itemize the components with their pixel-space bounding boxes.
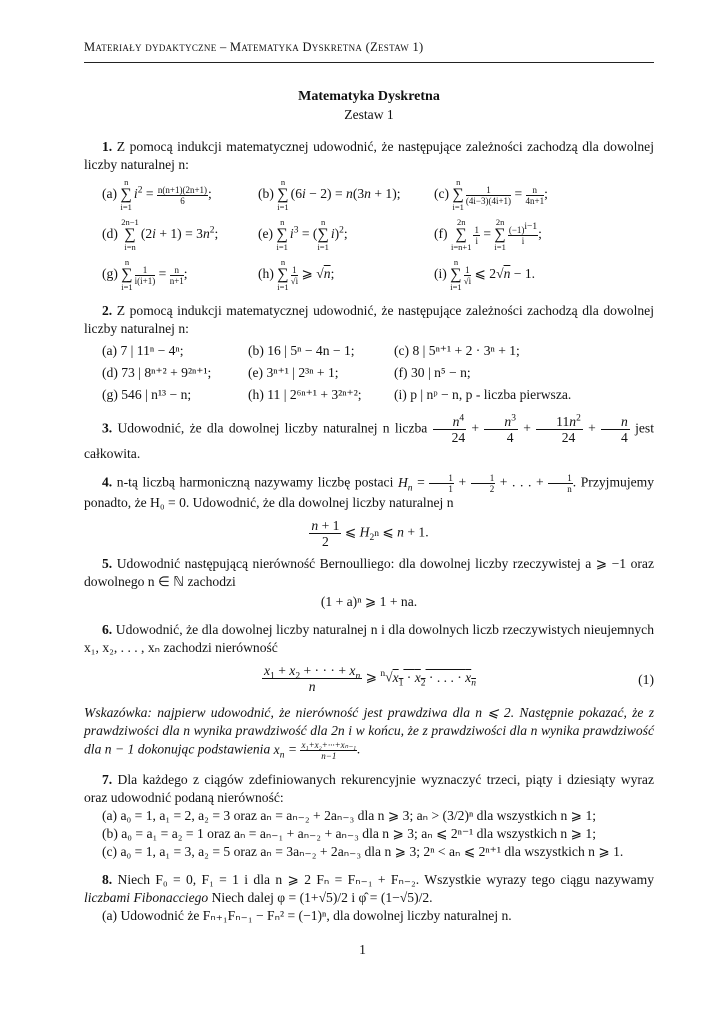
problem-6-number: 6.	[102, 622, 113, 637]
problem-3: 3. Udowodnić, że dla dowolnej liczby naturalnej n liczba $\frac{n^4}{24}$ + $\frac{n^3}{4}$ + $\frac{11n^2}{24}$ + $\frac{n}{4}$ jest całkowita.	[84, 413, 655, 461]
p7-item-a: (a) a₀ = 1, a₁ = 2, a₂ = 3 oraz aₙ = aₙ₋₂ + 2aₙ₋₃ dla n ⩾ 3; aₙ > (3/2)ⁿ dla wszystkich n ⩾ 1;	[102, 808, 597, 823]
problem-8	[84, 871, 654, 907]
p2-item-d: (d) 73 | 8ⁿ⁺² + 9²ⁿ⁺¹;	[102, 365, 212, 380]
p1-item-b: (b) n ∑ i=1 (6i − 2) = n(3n + 1);	[258, 177, 401, 212]
problem-8-text: Niech F₀ = 0, F₁ = 1 i dla n ⩾ 2 Fₙ = Fₙ₋₁ + Fₙ₋₂. Wszystkie wyrazy tego ciągu nazywamy	[117, 872, 654, 887]
p2-item-b: (b) 16 | 5ⁿ − 4n − 1;	[248, 343, 355, 358]
problem-4-formula: $\frac{n + 1}{2}$ ⩽ $H_{2^n}$ ⩽ n + 1.	[311, 518, 429, 549]
p7-item-c: (c) a₀ = 1, a₁ = 3, a₂ = 5 oraz aₙ = 3aₙ₋₂ + 2aₙ₋₃ dla n ⩾ 3; 2ⁿ < aₙ ⩽ 2ⁿ⁺¹ dla wszystkich n ⩾ 1.	[102, 844, 624, 859]
p8-item-a: (a) Udowodnić że Fₙ₊₁Fₙ₋₁ − Fₙ² = (−1)ⁿ, dla dowolnej liczby naturalnej n.	[102, 908, 512, 923]
problem-5-text: Udowodnić następującą nierówność Bernoulliego: dla dowolnej liczby rzeczywistej a ⩾ −1 oraz dowolnego n ∈ ℕ zachodzi	[84, 556, 654, 589]
problem-4-text: n-tą liczbą harmoniczną nazywamy liczbę postaci	[116, 474, 394, 490]
header-rule	[84, 62, 654, 63]
p2-item-f: (f) 30 | n⁵ − n;	[394, 365, 471, 380]
problem-7-text: Dla każdego z ciągów zdefiniowanych rekurencyjnie wyznaczyć trzeci, piąty i dziesiąty wyraz oraz udowodnić podaną nierówność:	[84, 772, 655, 805]
problem-1-items	[102, 178, 654, 292]
problem-3-text: Udowodnić, że dla dowolnej liczby naturalnej n liczba	[117, 420, 428, 436]
problem-2-number: 2.	[102, 303, 113, 318]
problem-1-text: Z pomocą indukcji matematycznej udowodnić, że następujące zależności zachodzą dla dowolnej liczby naturalnej n:	[84, 139, 654, 172]
problem-5	[84, 555, 654, 591]
problem-4: 4. n-tą liczbą harmoniczną nazywamy liczbę postaci $H_n$ = $\frac{1}{1}$ + $\frac{1}{2}$ + . . . + $\frac{1}{n}$ . Przyjmujemy ponadto, że H₀ = 0. Udowodnić, że dla dowolnej liczby naturalnej n	[84, 473, 654, 510]
p2-item-h: (h) 11 | 2⁶ⁿ⁺¹ + 3²ⁿ⁺²;	[248, 387, 362, 402]
p1-item-e: (e) n ∑ i=1 $i^3$ = ( n ∑ i=1 i)$^2$;	[258, 217, 348, 252]
problem-3-tail: jest całkowita.	[84, 420, 655, 461]
problem-8-italic: liczbami Fibonacciego	[84, 890, 209, 905]
doc-subtitle: Zestaw 1	[344, 107, 394, 122]
p2-item-g: (g) 546 | n¹³ − n;	[102, 387, 192, 402]
problem-5-formula: (1 + a)ⁿ ⩾ 1 + na.	[320, 594, 418, 609]
document-body	[84, 88, 654, 925]
problem-2	[84, 302, 654, 338]
problem-8-number: 8.	[102, 872, 113, 887]
problem-4-number: 4.	[102, 474, 113, 490]
p1-item-f: (f) 2n ∑ i=n+1 $\frac{1}{i}$ = 2n ∑ i=1 $\frac{(-1)^{i-1}}{i}$ ;	[434, 217, 542, 252]
p2-item-c: (c) 8 | 5ⁿ⁺¹ + 2 · 3ⁿ + 1;	[394, 343, 520, 358]
p1-item-g: (g) n ∑ i=1 $\frac{1}{i(i+1)}$ = $\frac{n}{n+1}$ ;	[102, 257, 188, 292]
doc-title: Matematyka Dyskretna	[298, 89, 440, 104]
p7-item-b: (b) a₀ = a₁ = a₂ = 1 oraz aₙ = aₙ₋₁ + aₙ₋₂ + aₙ₋₃ dla n ⩾ 3; aₙ ⩽ 2ⁿ⁻¹ dla wszystkich n ⩾ 1;	[102, 826, 596, 841]
p1-item-d: (d) 2n−1 ∑ i=n $(2i + 1) = 3n^2$;	[102, 217, 219, 252]
problem-1	[84, 138, 654, 174]
problem-8-text2: Niech dalej φ = (1+√5)/2 i φ̂ = (1−√5)/2.	[211, 890, 433, 905]
problem-1-number: 1.	[102, 139, 113, 154]
hint: Wskazówka: najpierw udowodnić, że nierówność jest prawdziwa dla n ⩽ 2. Następnie pokazać, że z prawdziwości dla n wynika prawdziwość dla 2n i w końcu, że z prawdziwości dla n wynika prawdziwość dla n − 1 dokonując podstawienia $x_n$ = $\frac{\text{x₁+x₂+···+xₙ₋₁}}{n-1}$ .	[84, 705, 654, 761]
problem-6-formula: $\frac{x_1 + x_2 + \cdot \cdot \cdot + x_n}{n}$ ⩾ $^n√x_1 \cdot x_2$ · . . . · $x_n$ (1)	[264, 663, 654, 694]
problem-7-number: 7.	[102, 772, 113, 787]
p1-item-a: (a) n ∑ i=1 $i^2$ = $\frac{n(n+1)(2n+1)}{6}$ ;	[102, 177, 212, 212]
p2-item-a: (a) 7 | 11ⁿ − 4ⁿ;	[102, 343, 184, 358]
problem-5-number: 5.	[102, 556, 113, 571]
p1-item-i: (i) n ∑ i=1 $\frac{1}{√i}$ ⩽ 2√n − 1.	[434, 257, 536, 292]
problem-6	[84, 621, 654, 657]
p2-item-i: (i) p | nᵖ − n, p - liczba pierwsza.	[394, 387, 572, 402]
p2-item-e: (e) 3ⁿ⁺¹ | 2³ⁿ + 1;	[248, 365, 339, 380]
p1-item-c: (c) n ∑ i=1 $\frac{1}{(4i-3)(4i+1)}$ = $\frac{n}{4n+1}$ ;	[434, 177, 548, 212]
equation-number: (1)	[638, 672, 654, 687]
problem-2-items	[102, 342, 654, 404]
problem-3-number: 3.	[102, 420, 113, 436]
problem-2-text: Z pomocą indukcji matematycznej udowodnić, że następujące zależności zachodzą dla dowolnej liczby naturalnej n:	[84, 303, 654, 336]
page-number: 1	[359, 942, 366, 957]
problem-6-text: Udowodnić, że dla dowolnej liczby naturalnej n i dla dowolnych liczb rzeczywistych nieujemnych x₁, x₂, . . . , xₙ zachodzi nierówność	[84, 622, 654, 655]
p1-item-h: (h) n ∑ i=1 $\frac{1}{√i}$ ⩾ √n;	[258, 257, 335, 292]
problem-7	[84, 771, 654, 807]
running-header: Materiały dydaktyczne – Matematyka Dyskretna (Zestaw 1)	[84, 40, 424, 54]
problem-4-text2: Przyjmujemy ponadto, że H₀ = 0. Udowodnić, że dla dowolnej liczby naturalnej n	[84, 474, 654, 510]
